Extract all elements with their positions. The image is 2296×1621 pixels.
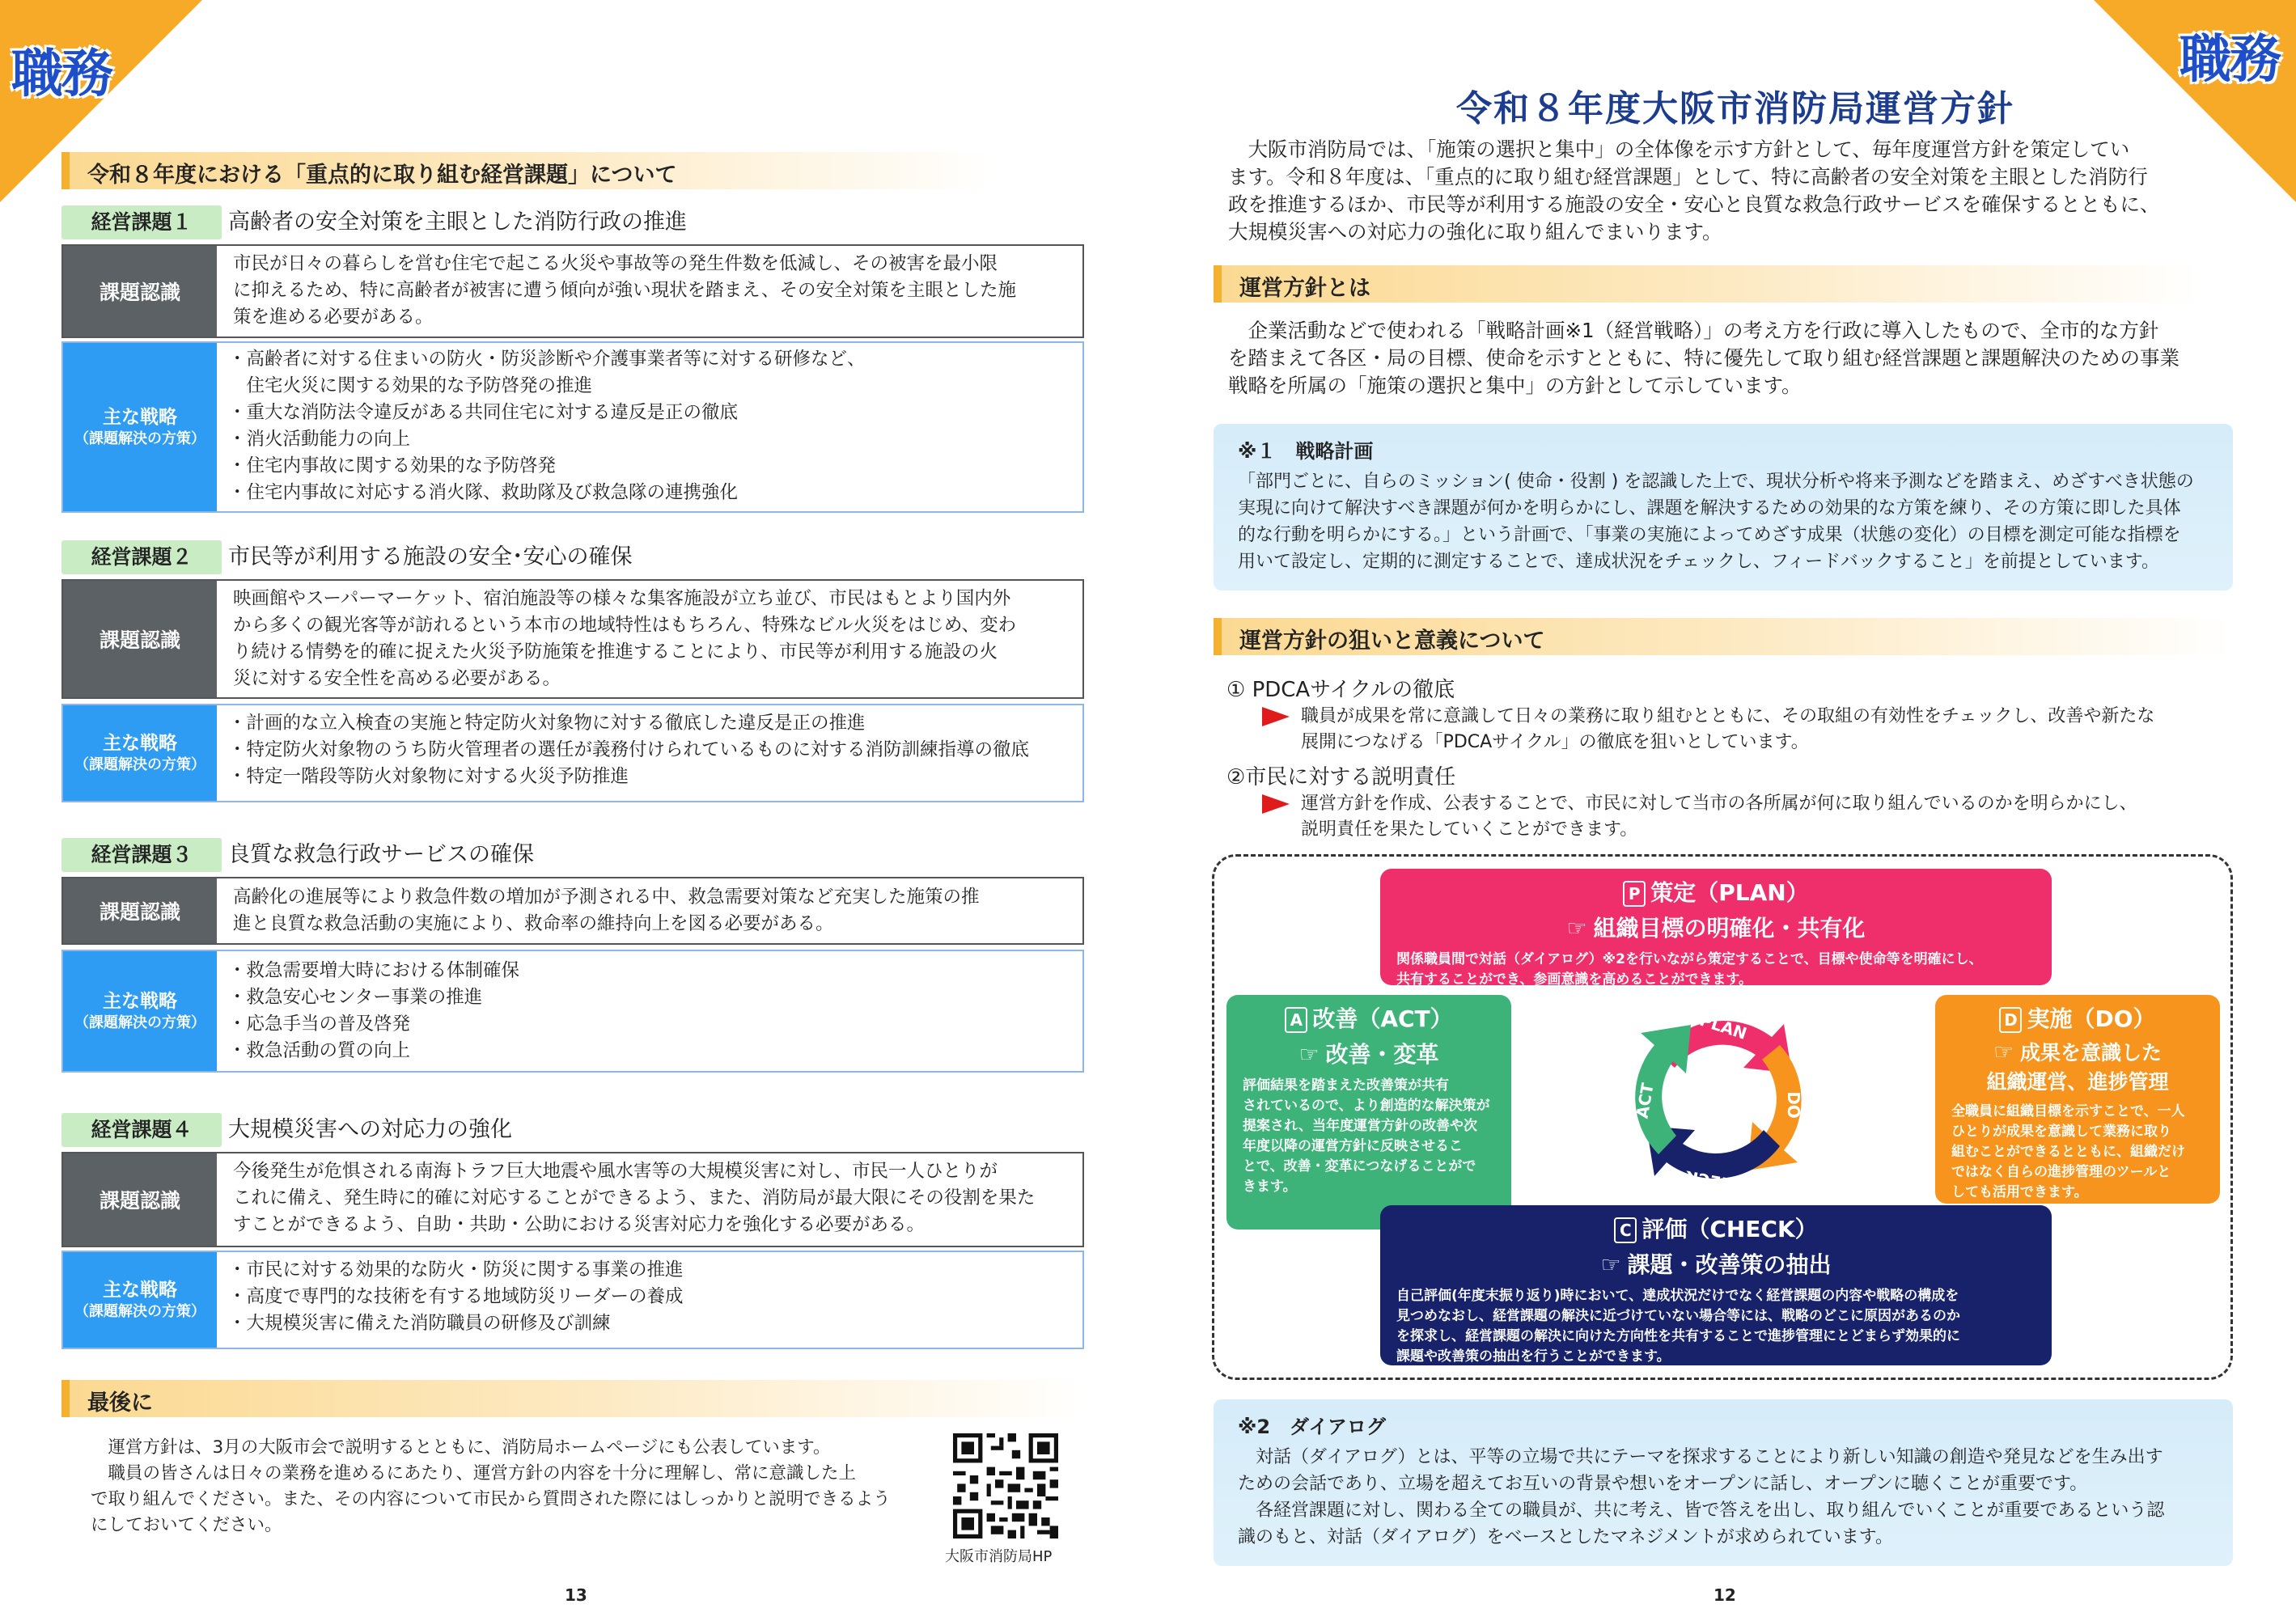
issue-3-strategy [61, 950, 1084, 1073]
text-line: 大規模災害への対応力の強化に取り組んでまいります。 [1228, 220, 1722, 243]
strategy-item: ・住宅内事故に対応する消火隊、救助隊及び救急隊の連携強化 [228, 482, 739, 503]
strategy-item: ・救急安心センター事業の推進 [228, 987, 483, 1008]
text-line: 災に対する安全性を高める必要がある。 [233, 668, 561, 689]
point-1-body: 職員が成果を常に意識して日々の業務に取り組むとともに、その取組の有効性をチェックし、改善や新たな 展開につなげる「PDCAサイクル」の徹底を狙いとしています。 [1262, 704, 2154, 755]
note-body [1238, 1444, 2209, 1551]
pdca-do-card [1935, 995, 2220, 1204]
text-line: 運営方針は、3月の大阪市会で説明するとともに、消防局ホームページにも公表しています。 [91, 1437, 831, 1458]
text-line: 「部門ごとに、自らのミッション( 使命・役割 ) を認識した上で、現状分析や将来予測などを踏まえ、めざすべき状態の [1238, 472, 2194, 492]
recognition-heading: 課題認識 [63, 878, 217, 943]
pointing-hand-icon: ☞ [1298, 1041, 1320, 1068]
text-line: 戦略を所属の「施策の選択と集中」の方針として示しています。 [1228, 374, 1802, 397]
strategy-item: ・特定防火対象物のうち防火管理者の選任が義務付けられているものに対する消防訓練指導の徹底 [228, 739, 1030, 760]
strategy-item: ・高齢者に対する住まいの防火・防災診断や介護事業者等に対する研修など、 [228, 349, 866, 370]
strategy-item: ・特定一階段等防火対象物に対する火災予防推進 [228, 766, 629, 787]
text-line: ための会話であり、立場を超えてお互いの背景や想いをオープンに話し、オープンに聴くことが重要です。 [1238, 1474, 2088, 1494]
intro-text [1228, 136, 2223, 246]
text-line: に抑えるため、特に高齢者が被害に遭う傾向が強い現状を踏まえ、その安全対策を主眼とした施 [233, 280, 1016, 301]
strategy-item: ・重大な消防法令違反がある共同住宅に対する違反是正の徹底 [228, 402, 739, 423]
note-title: ※2 ダイアログ [1238, 1416, 1386, 1438]
text-line: きます。 [1243, 1179, 1297, 1195]
text-line: ではなく自らの進捗管理のツールと [1951, 1164, 2171, 1180]
text-line: 今後発生が危惧される南海トラフ巨大地震や風水害等の大規模災害に対し、市民一人ひとりが [233, 1161, 998, 1182]
text-line: 各経営課題に対し、関わる全ての職員が、共に考え、皆で答えを出し、取り組んでいくことが重要であるという認 [1238, 1500, 2165, 1521]
plan-badge: P [1623, 881, 1646, 907]
strategy-item: ・住宅内事故に関する効果的な予防啓発 [228, 455, 557, 476]
qr-code-icon[interactable] [953, 1433, 1058, 1538]
text-line: 年度以降の運営方針に反映させるこ [1243, 1138, 1463, 1154]
text-line: を踏まえて各区・局の目標、使命を示すとともに、特に優先して取り組む経営課題と課題解決のための事業 [1228, 346, 2180, 370]
arrow-right-icon [1262, 794, 1290, 814]
point-2-body: 運営方針を作成、公表することで、市民に対して当市の各所属が何に取り組んでいるのかを明らかにし、 説明責任を果たしていくことができます。 [1262, 791, 2137, 843]
text-line: されているので、より創造的な解決策が [1243, 1098, 1490, 1114]
closing-text [91, 1435, 908, 1538]
strategy-item: ・救急活動の質の向上 [228, 1040, 411, 1061]
corner-logo-left: 職務 [11, 44, 112, 104]
text-line: り続ける情勢を的確に捉えた火災予防施策を推進することにより、市民等が利用する施設の火 [233, 641, 998, 662]
text-line: 全職員に組織目標を示すことで、一人 [1951, 1103, 2185, 1119]
pdca-plan-card [1380, 869, 2052, 988]
plan-subtitle: 組織目標の明確化・共有化 [1593, 915, 1866, 942]
plan-title: 策定（PLAN） [1650, 879, 1809, 906]
text-line: 対話（ダイアログ）とは、平等の立場で共にテーマを探求することにより新しい知識の創造や発見などを生み出す [1238, 1447, 2163, 1467]
text-line: 大阪市消防局では、「施策の選択と集中」の全体像を示す方針として、毎年度運営方針を策定してい [1228, 138, 2130, 161]
do-subtitle-2: 組織運営、進捗管理 [1986, 1070, 2169, 1094]
act-subtitle: 改善・変革 [1325, 1041, 1439, 1068]
strategy-item: ・高度で専門的な技術を有する地域防災リーダーの養成 [228, 1286, 684, 1307]
text-line: しても活用できます。 [1951, 1184, 2088, 1200]
point-2-title: ②市民に対する説明責任 [1226, 765, 1456, 789]
text-line: 職員の皆さんは日々の業務を進めるにあたり、運営方針の内容を十分に理解し、常に意識した上 [91, 1463, 857, 1483]
note-body [1238, 468, 2209, 575]
note-dialog [1214, 1399, 2233, 1566]
recognition-heading: 課題認識 [63, 1153, 217, 1246]
text-line: 高齢化の進展等により救急件数の増加が予測される中、救急需要対策など充実した施策の推 [233, 887, 980, 908]
page-number-left: 13 [565, 1585, 587, 1605]
check-title: 評価（CHECK） [1642, 1216, 1818, 1242]
pointing-hand-icon: ☞ [1600, 1251, 1621, 1278]
issue-3-title: 良質な救急行政サービスの確保 [228, 842, 534, 867]
issue-4-recognition [61, 1152, 1084, 1247]
act-title: 改善（ACT） [1312, 1005, 1453, 1032]
strategy-item: ・救急需要増大時における体制確保 [228, 960, 520, 981]
issue-1-strategy [61, 341, 1084, 513]
strategy-item: 住宅火災に関する効果的な予防啓発の推進 [228, 375, 593, 396]
do-subtitle: 成果を意識した [2020, 1041, 2163, 1064]
overview-text [1228, 317, 2223, 400]
text-line: ひとりが成果を意識して業務に取り [1951, 1124, 2171, 1140]
strategy-item: ・大規模災害に備えた消防職員の研修及び訓練 [228, 1313, 611, 1334]
text-line: 評価結果を踏まえた改善策が共有 [1243, 1077, 1449, 1094]
issue-1-label: 経営課題１ [61, 205, 222, 239]
text-line: 的な行動を明らかにする。」という計画で、「事業の実施によってめざす成果（状態の変化）の目標を測定可能な指標を [1238, 525, 2181, 545]
text-line: 関係職員間で対話（ダイアログ）※2を行いながら策定することで、目標や使命等を明確にし、 [1396, 951, 1983, 967]
left-header-bar: 令和８年度における「重点的に取り組む経営課題」について [61, 152, 992, 189]
cycle-label-act: ACT [1632, 1081, 1658, 1120]
issue-3-label: 経営課題３ [61, 838, 222, 872]
recognition-heading: 課題認識 [63, 581, 217, 697]
page-number-right: 12 [1714, 1585, 1736, 1605]
section-header-purpose: 運営方針の狙いと意義について [1214, 618, 2233, 655]
do-title: 実施（DO） [2027, 1005, 2156, 1032]
cycle-label-plan: PLAN [1697, 1009, 1750, 1043]
text-line: で取り組んでください。また、その内容について市民から質問された際にはしっかりと説明できるよう [91, 1489, 891, 1509]
text-line: 進と良質な救急活動の実施により、救命率の維持向上を図る必要がある。 [233, 913, 834, 934]
issue-2-strategy [61, 704, 1084, 802]
strategy-heading: 主な戦略 （課題解決の方策） [63, 705, 217, 801]
text-line: 実現に向けて解決すべき課題が何かを明らかにし、課題を解決するための効果的な方策を練り、その方策に即した具体 [1238, 498, 2181, 518]
pdca-cycle-diagram [1618, 997, 1820, 1199]
text-line: を探求し、経営課題の解決に向けた方向性を共有することで進捗管理にとどまらず効果的に [1396, 1328, 1960, 1344]
qr-caption: 大阪市消防局HP [945, 1548, 1053, 1565]
strategy-heading: 主な戦略 （課題解決の方策） [63, 343, 217, 511]
section-header-overview: 運営方針とは [1214, 265, 2201, 303]
act-badge: A [1285, 1007, 1307, 1033]
strategy-heading: 主な戦略 （課題解決の方策） [63, 1252, 217, 1348]
note-strategic-plan [1214, 424, 2233, 590]
recognition-heading: 課題認識 [63, 246, 217, 336]
issue-1-recognition [61, 244, 1084, 338]
issue-3-recognition [61, 877, 1084, 945]
check-badge: C [1614, 1217, 1637, 1243]
strategy-heading: 主な戦略 （課題解決の方策） [63, 951, 217, 1071]
point-1-title: ① PDCAサイクルの徹底 [1226, 678, 1455, 702]
closing-header-bar: 最後に [61, 1380, 1084, 1417]
text-line: 提案され、当年度運営方針の改善や次 [1243, 1118, 1478, 1134]
text-line: 策を進める必要がある。 [233, 307, 434, 328]
text-line: 識のもと、対話（ダイアログ）をベースとしたマネジメントが求められています。 [1238, 1527, 1894, 1547]
strategy-item: ・応急手当の普及啓発 [228, 1014, 411, 1035]
issue-2-recognition [61, 579, 1084, 699]
text-line: 政を推進するほか、市民等が利用する施設の安全・安心と良質な救急行政サービスを確保するとともに、 [1228, 193, 2160, 216]
issue-2-title: 市民等が利用する施設の安全･安心の確保 [228, 544, 633, 569]
strategy-item: ・計画的な立入検査の実施と特定防火対象物に対する徹底した違反是正の推進 [228, 713, 866, 734]
check-subtitle: 課題・改善策の抽出 [1627, 1251, 1832, 1278]
pointing-hand-icon: ☞ [1993, 1039, 2014, 1065]
pdca-act-card [1226, 995, 1511, 1230]
text-line: すことができるよう、自助・共助・公助における災害対応力を強化する必要がある。 [233, 1214, 926, 1235]
arrow-right-icon [1262, 707, 1290, 726]
text-line: 自己評価(年度末振り返り)時において、達成状況だけでなく経営課題の内容や戦略の構成を [1396, 1288, 1959, 1304]
do-badge: D [1999, 1007, 2022, 1033]
text-line: 映画館やスーパーマーケット、宿泊施設等の様々な集客施設が立ち並び、市民はもとより国内外 [233, 588, 1011, 609]
text-line: 市民が日々の暮らしを営む住宅で起こる火災や事故等の発生件数を低減し、その被害を最小限 [233, 253, 998, 274]
strategy-item: ・市民に対する効果的な防火・防災に関する事業の推進 [228, 1259, 684, 1280]
text-line: 課題や改善策の抽出を行うことができます。 [1396, 1348, 1671, 1365]
text-line: にしておいてください。 [91, 1515, 282, 1535]
text-line: 用いて設定し、定期的に測定することで、達成状況をチェックし、フィードバックすること」を前提としています。 [1238, 552, 2159, 572]
corner-logo-right: 職務 [2180, 30, 2280, 90]
issue-1-title: 高齢者の安全対策を主眼とした消防行政の推進 [228, 210, 687, 235]
text-line: 企業活動などで使われる「戦略計画※1（経営戦略）」の考え方を行政に導入したもので、全市的な方針 [1228, 319, 2159, 342]
text-line: とで、改善・変革につなげることがで [1243, 1158, 1476, 1174]
page-title: 令和８年度大阪市消防局運営方針 [1456, 88, 2014, 129]
pointing-hand-icon: ☞ [1566, 915, 1587, 942]
issue-4-strategy [61, 1251, 1084, 1349]
text-line: 見つめなおし、経営課題の解決に近づけていない場合等には、戦略のどこに原因があるのか [1396, 1308, 1960, 1324]
cycle-label-check: CHECK [1684, 1166, 1747, 1197]
issue-4-label: 経営課題４ [61, 1113, 222, 1147]
strategy-item: ・消火活動能力の向上 [228, 429, 411, 450]
cycle-label-do: DO [1784, 1091, 1803, 1119]
text-line: 説明責任を果たしていくことができます。 [1301, 819, 1638, 840]
text-line: これに備え、発生時に的確に対応することができるよう、また、消防局が最大限にその役割を果た [233, 1187, 1036, 1208]
issue-4-title: 大規模災害への対応力の強化 [228, 1117, 512, 1142]
text-line: ます。令和８年度は、「重点的に取り組む経営課題」として、特に高齢者の安全対策を主眼とした消防行 [1228, 165, 2148, 188]
note-title: ※１ 戦略計画 [1238, 440, 1374, 463]
text-line: から多くの観光客等が訪れるという本市の地域特性はもちろん、特殊なビル火災をはじめ、変わ [233, 615, 1016, 636]
issue-2-label: 経営課題２ [61, 540, 222, 574]
text-line: 組むことができるとともに、組織だけ [1951, 1144, 2185, 1160]
text-line: 展開につなげる「PDCAサイクル」の徹底を狙いとしています。 [1301, 732, 1809, 752]
text-line: 共有することができ、参画意識を高めることができます。 [1396, 971, 1752, 988]
pdca-check-card [1380, 1205, 2052, 1365]
